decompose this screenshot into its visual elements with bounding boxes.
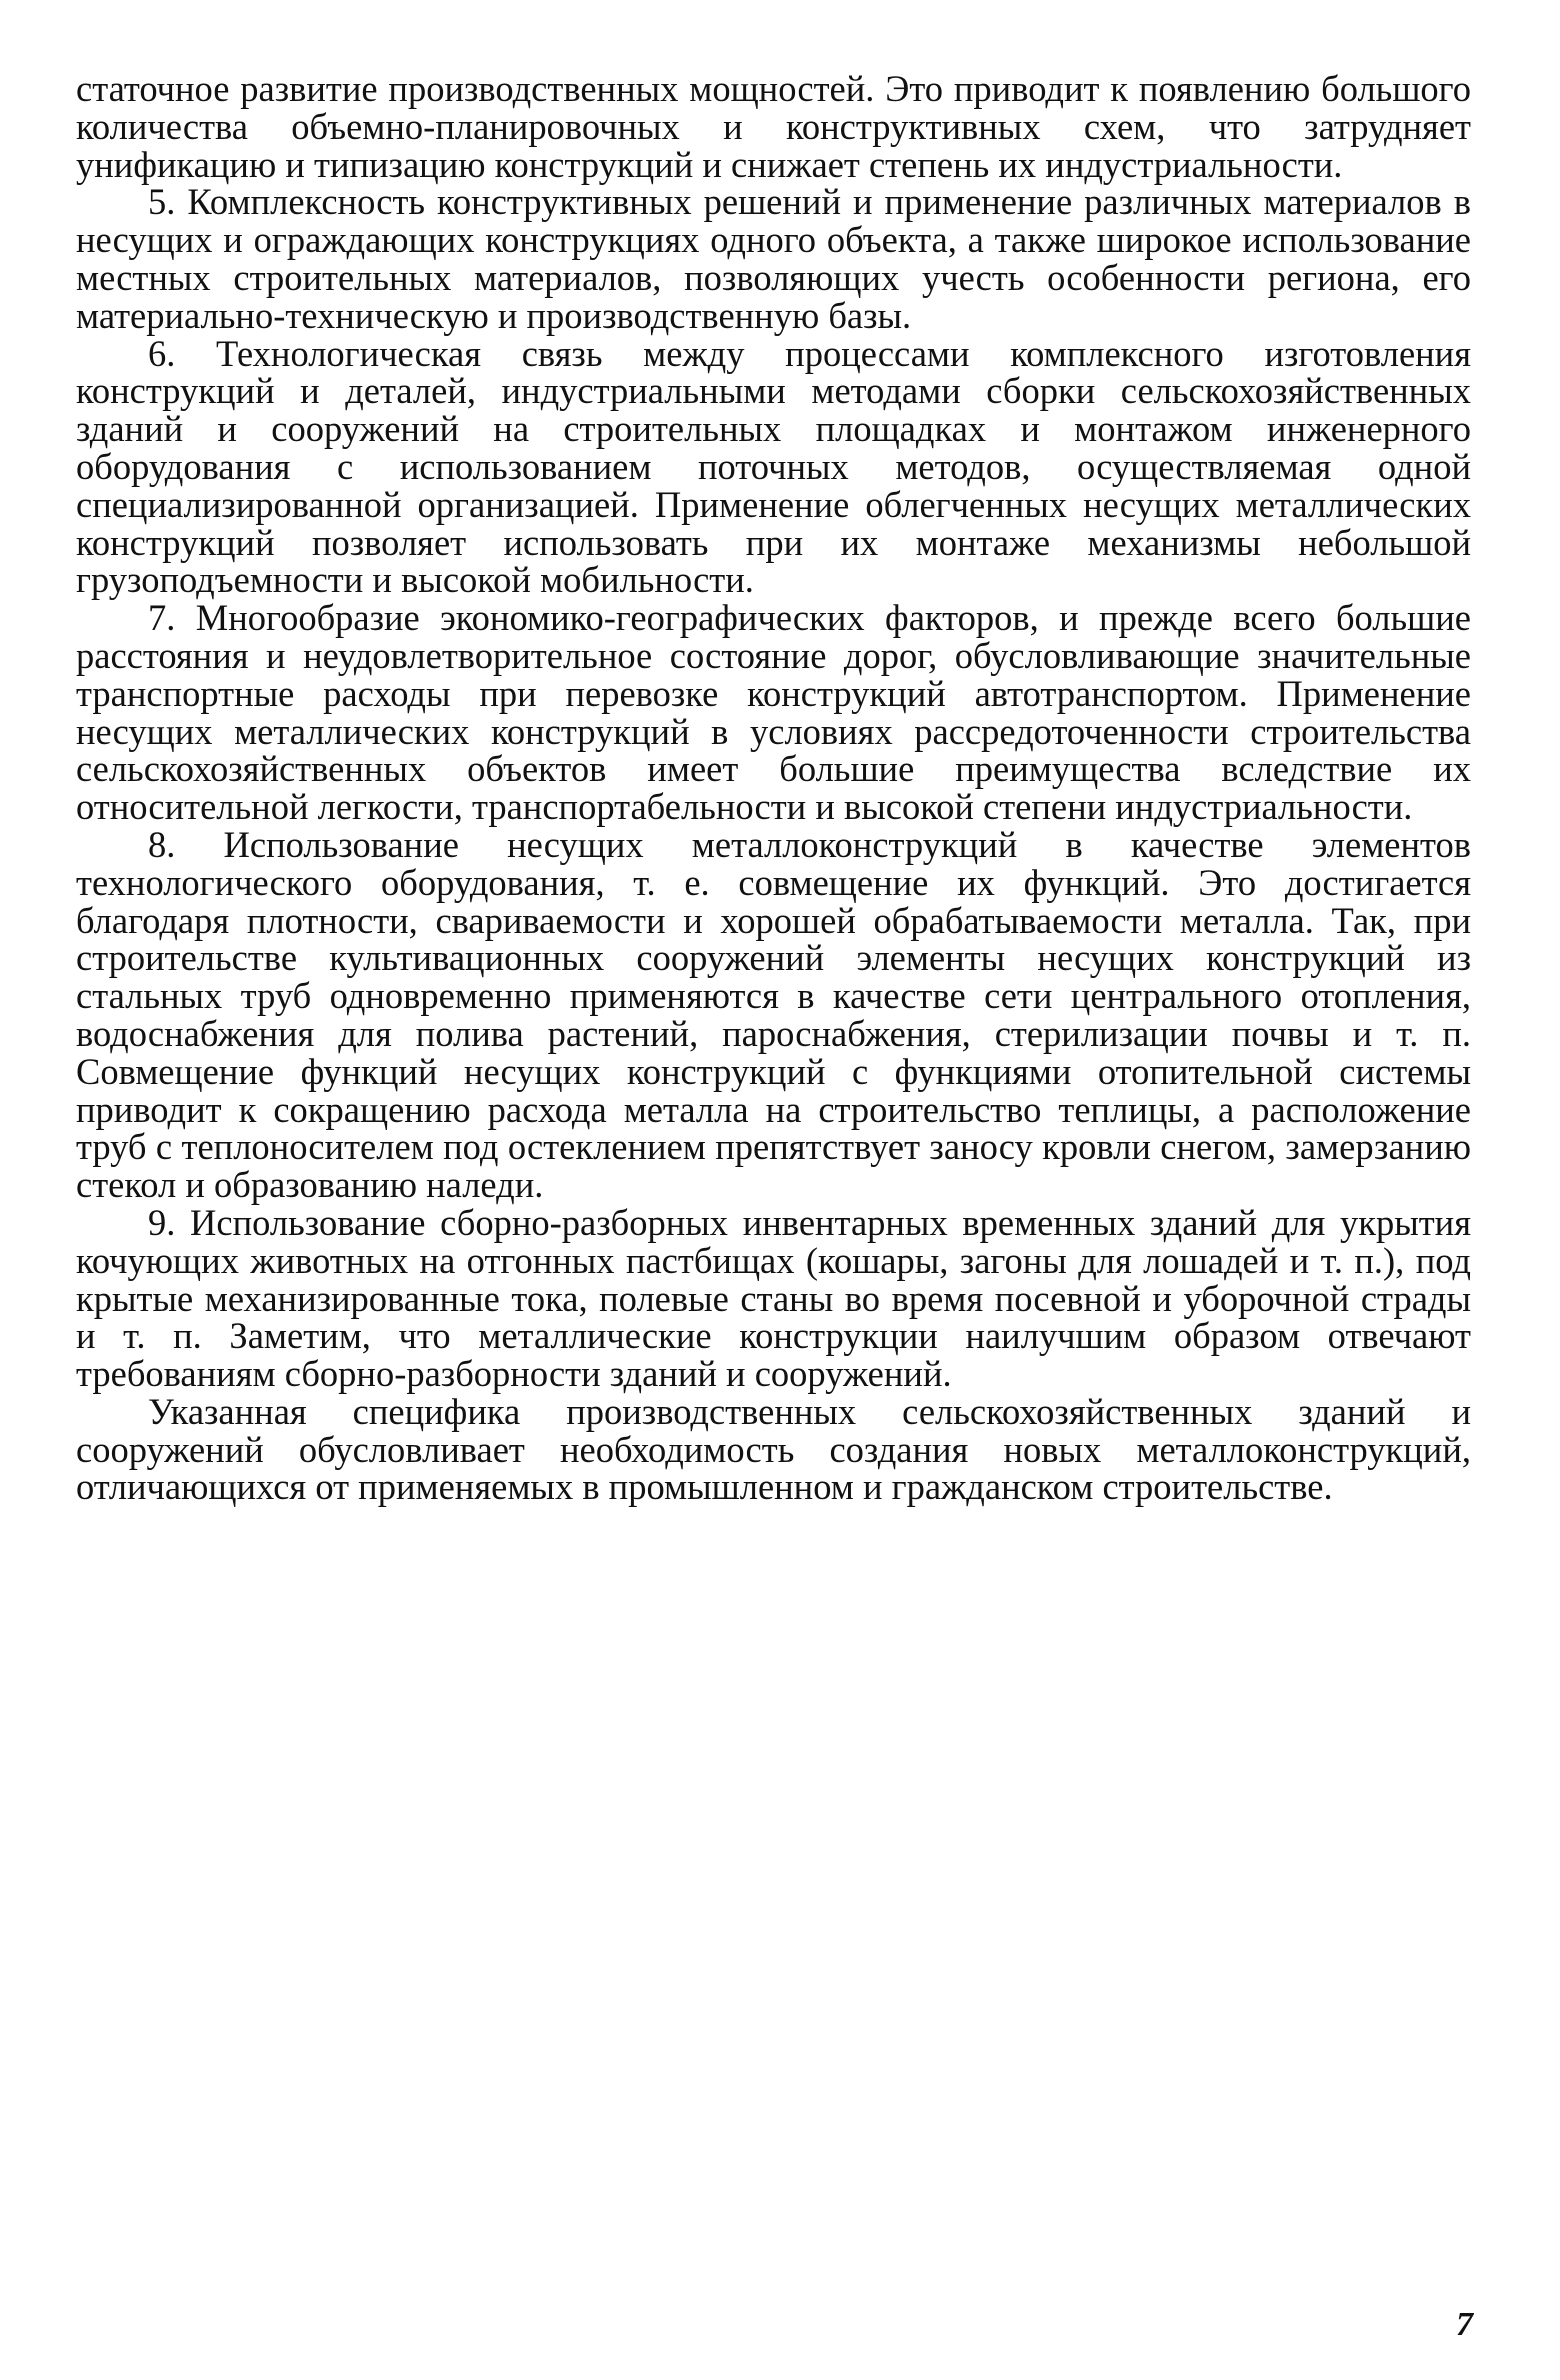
paragraph-conclusion: Указанная специфика производственных сельскохозяйственных зданий и сооружений обусловливает необходимость создания новых металлоконструкций, отличающихся от применяемых в промышленном и гражданском строительстве.	[76, 1390, 1471, 1508]
paragraph-item-7: 7. Многообразие экономико-географических факторов, и прежде всего большие расстояния и неудовлетворительное состояние дорог, обусловливающие значительные транспортные расходы при перевозке конструкций автотранспортом. Применение несущих металлических конструкций в условиях рассредоточенности строительства сельскохозяйственных объектов имеет большие преимущества вследствие их относительной легкости, транспортабельности и высокой степени индустриальности.	[76, 597, 1471, 828]
paragraph-item-9: 9. Использование сборно-разборных инвентарных временных зданий для укрытия кочующих животных на отгонных пастбищах (кошары, загоны для лошадей и т. п.), под крытые механизированные тока, полевые станы во время посевной и уборочной страды и т. п. Заметим, что металлические конструкции наилучшим образом отвечают требованиям сборно-разборности зданий и сооружений.	[76, 1201, 1471, 1395]
paragraph-item-8: 8. Использование несущих металлоконструкций в качестве элементов технологического оборудования, т. е. совмещение их функций. Это достигается благодаря плотности, свариваемости и хорошей обрабатываемости металла. Так, при строительстве культивационных сооружений элементы несущих конструкций из стальных труб одновременно применяются в качестве сети центрального отопления, водоснабжения для полива растений, пароснабжения, стерилизации почвы и т. п. Совмещение функций несущих конструкций с функциями отопительной системы приводит к сокращению расхода металла на строительство теплицы, а расположение труб с теплоносителем под остеклением препятствует заносу кровли снегом, замерзанию стекол и образованию наледи.	[76, 823, 1471, 1206]
page-number: 7	[1456, 2306, 1473, 2343]
paragraph-item-6: 6. Технологическая связь между процессами комплексного изготовления конструкций и деталей, индустриальными методами сборки сельскохозяйственных зданий и сооружений на строительных площадках и монтажом инженерного оборудования с использованием поточных методов, осуществляемая одной специализированной организацией. Применение облегченных несущих металлических конструкций позволяет использовать при их монтаже механизмы небольшой грузоподъемности и высокой мобильности.	[76, 332, 1471, 601]
paragraph-continuation: статочное развитие производственных мощностей. Это приводит к появлению большого количества объемно-планировочных и конструктивных схем, что затрудняет унификацию и типизацию конструкций и снижает степень их индустриальности.	[76, 68, 1471, 185]
body-text	[76, 70, 1471, 1506]
paragraph-item-5: 5. Комплексность конструктивных решений и применение различных материалов в несущих и ограждающих конструкциях одного объекта, а также широкое использование местных строительных материалов, позволяющих учесть особенности региона, его материально-техническую и производственную базы.	[76, 181, 1471, 336]
